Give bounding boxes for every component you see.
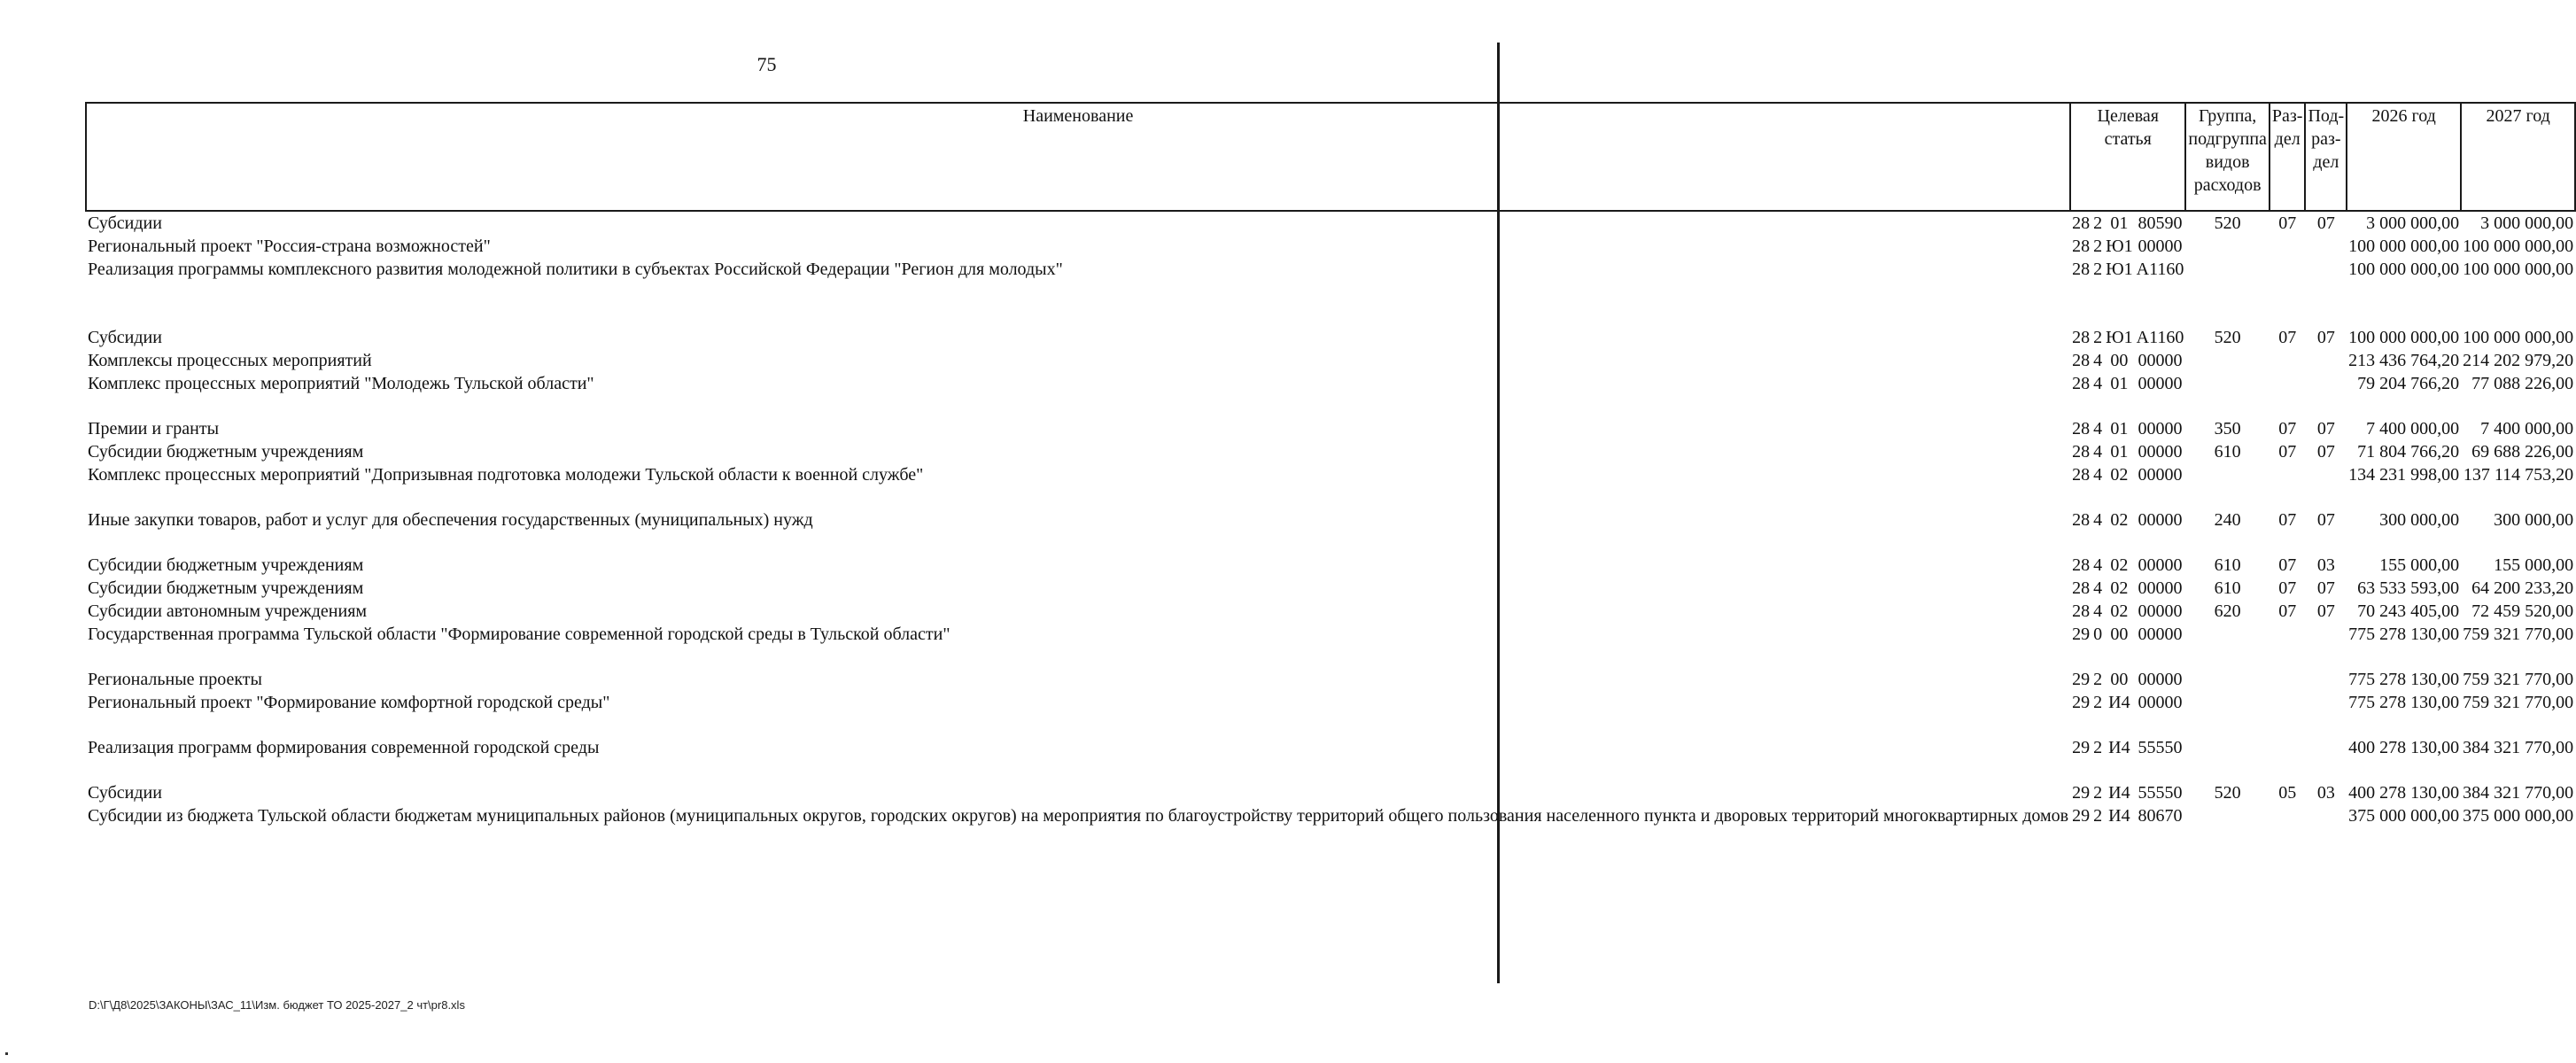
section-code: 07 xyxy=(2278,442,2297,462)
amount-2027: 300 000,00 xyxy=(2494,510,2574,530)
subsection-code xyxy=(2305,623,2347,668)
expense-group: 520 xyxy=(2214,213,2241,233)
table-row xyxy=(86,326,2575,349)
table-header-row xyxy=(86,103,2575,211)
target-article-program: 29 xyxy=(2072,806,2091,826)
expense-group: 350 xyxy=(2214,419,2241,438)
header-name: Наименование xyxy=(86,103,2070,211)
expense-group xyxy=(2185,804,2270,893)
amount-2027: 72 459 520,00 xyxy=(2471,601,2574,621)
expense-group xyxy=(2185,736,2270,781)
amount-2026: 775 278 130,00 xyxy=(2348,670,2460,689)
target-article-element: 02 xyxy=(2110,510,2129,530)
page-number: 75 xyxy=(757,53,777,75)
target-article-element: И4 xyxy=(2108,806,2130,826)
expense-group xyxy=(2185,463,2270,508)
target-article-direction: 00000 xyxy=(2138,465,2183,485)
target-article-direction: 00000 xyxy=(2138,625,2183,644)
row-name: Премии и гранты xyxy=(88,419,220,438)
header-subsection-label: Под-раз-дел xyxy=(2308,106,2345,172)
target-article-direction: 00000 xyxy=(2138,374,2183,393)
target-article-type: 2 xyxy=(2093,670,2103,689)
expense-group xyxy=(2185,235,2270,258)
amount-2027: 384 321 770,00 xyxy=(2463,738,2574,757)
amount-2027: 214 202 979,20 xyxy=(2463,351,2574,370)
subsection-code xyxy=(2305,691,2347,736)
subsection-code: 07 xyxy=(2316,510,2335,530)
target-article-type: 2 xyxy=(2093,328,2103,347)
target-article-direction: 00000 xyxy=(2138,693,2183,712)
amount-2026: 100 000 000,00 xyxy=(2348,328,2460,347)
amount-2026: 70 243 405,00 xyxy=(2357,601,2460,621)
target-article-program: 28 xyxy=(2072,578,2091,598)
expense-group: 610 xyxy=(2214,555,2241,575)
table-row xyxy=(86,781,2575,804)
amount-2027: 375 000 000,00 xyxy=(2463,806,2574,826)
section-code: 07 xyxy=(2278,328,2297,347)
expense-group: 610 xyxy=(2214,578,2241,598)
table-row xyxy=(86,554,2575,577)
section-code xyxy=(2270,736,2306,781)
section-code xyxy=(2270,623,2306,668)
header-year-2026: 2026 год xyxy=(2347,103,2461,211)
target-article-element: И4 xyxy=(2108,693,2130,712)
expense-group xyxy=(2185,372,2270,417)
target-article-program: 28 xyxy=(2072,465,2091,485)
target-article-type: 4 xyxy=(2093,351,2103,370)
amount-2027: 7 400 000,00 xyxy=(2480,419,2574,438)
row-name: Государственная программа Тульской области "Формирование современной городской среды в Тульской области" xyxy=(88,625,950,644)
target-article-element: 02 xyxy=(2110,601,2129,621)
row-name: Реализация программ формирования современной городской среды xyxy=(88,738,600,757)
amount-2027: 100 000 000,00 xyxy=(2463,237,2574,256)
table-row xyxy=(86,804,2575,893)
subsection-code: 03 xyxy=(2316,555,2335,575)
target-article-program: 29 xyxy=(2072,783,2091,803)
amount-2026: 71 804 766,20 xyxy=(2357,442,2460,462)
target-article-direction: 00000 xyxy=(2138,670,2183,689)
row-name: Реализация программы комплексного развития молодежной политики в субъектах Российской Федерации "Регион для молодых" xyxy=(88,260,1063,279)
target-article-program: 28 xyxy=(2072,213,2091,233)
amount-2027: 77 088 226,00 xyxy=(2471,374,2574,393)
target-article-element: 01 xyxy=(2110,213,2129,233)
expense-group xyxy=(2185,691,2270,736)
amount-2027: 3 000 000,00 xyxy=(2480,213,2574,233)
row-name: Субсидии из бюджета Тульской области бюджетам муниципальных районов (муниципальных округов, городских округов) на мероприятия по благоустройству территорий общего пользования населенного пункта и дворовых территорий многоквартирных домов xyxy=(88,806,2069,826)
target-article-program: 29 xyxy=(2072,670,2091,689)
target-article-program: 29 xyxy=(2072,693,2091,712)
expense-group: 520 xyxy=(2214,328,2241,347)
section-code: 07 xyxy=(2278,419,2297,438)
target-article-element: 01 xyxy=(2110,419,2129,438)
section-code xyxy=(2270,349,2306,372)
header-subsection xyxy=(2305,103,2347,211)
target-article-direction: 00000 xyxy=(2138,237,2183,256)
amount-2027: 64 200 233,20 xyxy=(2471,578,2574,598)
section-code: 07 xyxy=(2278,555,2297,575)
subsection-code: 07 xyxy=(2316,578,2335,598)
amount-2027: 137 114 753,20 xyxy=(2463,465,2574,485)
row-name: Комплекс процессных мероприятий "Допризывная подготовка молодежи Тульской области к военной службе" xyxy=(88,465,924,485)
header-year-2027: 2027 год xyxy=(2461,103,2575,211)
expense-group: 240 xyxy=(2214,510,2241,530)
target-article-program: 28 xyxy=(2072,510,2091,530)
table-row xyxy=(86,736,2575,781)
target-article-program: 28 xyxy=(2072,374,2091,393)
amount-2026: 155 000,00 xyxy=(2379,555,2460,575)
target-article-element: 02 xyxy=(2110,578,2129,598)
target-article-direction: 00000 xyxy=(2138,442,2183,462)
subsection-code: 03 xyxy=(2316,783,2335,803)
target-article-element: 02 xyxy=(2110,555,2129,575)
expense-group: 610 xyxy=(2214,442,2241,462)
subsection-code xyxy=(2305,258,2347,326)
section-code: 07 xyxy=(2278,578,2297,598)
subsection-code: 07 xyxy=(2316,213,2335,233)
target-article-element: 00 xyxy=(2110,625,2129,644)
subsection-code xyxy=(2305,668,2347,691)
row-name: Региональные проекты xyxy=(88,670,262,689)
row-name: Субсидии бюджетным учреждениям xyxy=(88,578,364,598)
section-code xyxy=(2270,668,2306,691)
amount-2027: 100 000 000,00 xyxy=(2463,260,2574,279)
section-code xyxy=(2270,463,2306,508)
target-article-program: 28 xyxy=(2072,442,2091,462)
target-article-element: 01 xyxy=(2110,442,2129,462)
row-name: Субсидии автономным учреждениям xyxy=(88,601,368,621)
table-row xyxy=(86,235,2575,258)
table-row xyxy=(86,211,2575,235)
amount-2027: 384 321 770,00 xyxy=(2463,783,2574,803)
table-row xyxy=(86,508,2575,554)
table-row xyxy=(86,600,2575,623)
target-article-type: 2 xyxy=(2093,783,2103,803)
table-row xyxy=(86,577,2575,600)
target-article-element: Ю1 xyxy=(2106,260,2133,279)
subsection-code: 07 xyxy=(2316,419,2335,438)
header-group xyxy=(2185,103,2270,211)
row-name: Региональный проект "Россия-страна возможностей" xyxy=(88,237,491,256)
row-name: Иные закупки товаров, работ и услуг для обеспечения государственных (муниципальных) нужд xyxy=(88,510,813,530)
amount-2026: 100 000 000,00 xyxy=(2348,260,2460,279)
subsection-code: 07 xyxy=(2316,442,2335,462)
target-article-program: 28 xyxy=(2072,328,2091,347)
table-row xyxy=(86,349,2575,372)
file-path-footer: D:\Г\Д8\2025\ЗАКОНЫ\ЗАС_11\Изм. бюджет ТО 2025-2027_2 чт\pr8.xls xyxy=(89,998,465,1012)
target-article-type: 0 xyxy=(2093,625,2103,644)
section-code xyxy=(2270,691,2306,736)
amount-2026: 79 204 766,20 xyxy=(2357,374,2460,393)
target-article-type: 2 xyxy=(2093,738,2103,757)
table-row xyxy=(86,691,2575,736)
target-article-program: 28 xyxy=(2072,260,2091,279)
amount-2027: 69 688 226,00 xyxy=(2471,442,2574,462)
amount-2027: 155 000,00 xyxy=(2494,555,2574,575)
section-code: 07 xyxy=(2278,510,2297,530)
amount-2026: 63 533 593,00 xyxy=(2357,578,2460,598)
amount-2026: 775 278 130,00 xyxy=(2348,625,2460,644)
amount-2027: 759 321 770,00 xyxy=(2463,670,2574,689)
subsection-code xyxy=(2305,349,2347,372)
row-name: Комплексы процессных мероприятий xyxy=(88,351,372,370)
target-article-type: 2 xyxy=(2093,806,2103,826)
amount-2026: 213 436 764,20 xyxy=(2348,351,2460,370)
table-row xyxy=(86,372,2575,417)
section-code: 05 xyxy=(2278,783,2297,803)
row-name: Субсидии xyxy=(88,783,162,803)
row-name: Субсидии бюджетным учреждениям xyxy=(88,555,364,575)
target-article-type: 2 xyxy=(2093,693,2103,712)
target-article-type: 4 xyxy=(2093,374,2103,393)
expense-group xyxy=(2185,349,2270,372)
target-article-direction: 00000 xyxy=(2138,555,2183,575)
target-article-type: 4 xyxy=(2093,442,2103,462)
target-article-program: 28 xyxy=(2072,351,2091,370)
subsection-code: 07 xyxy=(2316,601,2335,621)
target-article-element: 00 xyxy=(2110,351,2129,370)
amount-2026: 375 000 000,00 xyxy=(2348,806,2460,826)
expense-group: 620 xyxy=(2214,601,2241,621)
target-article-element: 01 xyxy=(2110,374,2129,393)
target-article-element: И4 xyxy=(2108,738,2130,757)
budget-table xyxy=(85,102,2576,893)
target-article-type: 4 xyxy=(2093,465,2103,485)
target-article-direction: 00000 xyxy=(2138,578,2183,598)
amount-2027: 100 000 000,00 xyxy=(2463,328,2574,347)
header-section-label: Раз-дел xyxy=(2271,106,2303,149)
amount-2026: 300 000,00 xyxy=(2379,510,2460,530)
row-name: Субсидии бюджетным учреждениям xyxy=(88,442,364,462)
target-article-element: 02 xyxy=(2110,465,2129,485)
row-name: Комплекс процессных мероприятий "Молодежь Тульской области" xyxy=(88,374,594,393)
target-article-program: 28 xyxy=(2072,419,2091,438)
subsection-code xyxy=(2305,804,2347,893)
table-row xyxy=(86,258,2575,326)
target-article-program: 28 xyxy=(2072,237,2091,256)
scan-mark xyxy=(5,1052,8,1055)
table-row xyxy=(86,463,2575,508)
target-article-direction: 55550 xyxy=(2138,783,2183,803)
target-article-type: 4 xyxy=(2093,601,2103,621)
target-article-element: Ю1 xyxy=(2106,237,2133,256)
amount-2026: 134 231 998,00 xyxy=(2348,465,2460,485)
target-article-direction: А1160 xyxy=(2136,328,2184,347)
target-article-direction: 00000 xyxy=(2138,510,2183,530)
amount-2026: 400 278 130,00 xyxy=(2348,738,2460,757)
table-row xyxy=(86,623,2575,668)
amount-2026: 7 400 000,00 xyxy=(2366,419,2460,438)
target-article-type: 4 xyxy=(2093,419,2103,438)
target-article-direction: 55550 xyxy=(2138,738,2183,757)
expense-group xyxy=(2185,258,2270,326)
section-code: 07 xyxy=(2278,213,2297,233)
amount-2026: 775 278 130,00 xyxy=(2348,693,2460,712)
section-code xyxy=(2270,235,2306,258)
subsection-code: 07 xyxy=(2316,328,2335,347)
target-article-element: Ю1 xyxy=(2106,328,2133,347)
header-section xyxy=(2270,103,2306,211)
amount-2027: 759 321 770,00 xyxy=(2463,625,2574,644)
target-article-direction: А1160 xyxy=(2136,260,2184,279)
table-row xyxy=(86,440,2575,463)
target-article-type: 2 xyxy=(2093,260,2103,279)
target-article-direction: 80590 xyxy=(2138,213,2183,233)
row-name: Субсидии xyxy=(88,213,162,233)
section-code xyxy=(2270,804,2306,893)
expense-group xyxy=(2185,668,2270,691)
target-article-type: 4 xyxy=(2093,510,2103,530)
target-article-program: 28 xyxy=(2072,601,2091,621)
target-article-element: И4 xyxy=(2108,783,2130,803)
target-article-element: 00 xyxy=(2110,670,2129,689)
subsection-code xyxy=(2305,235,2347,258)
amount-2026: 3 000 000,00 xyxy=(2366,213,2460,233)
table-row xyxy=(86,417,2575,440)
subsection-code xyxy=(2305,372,2347,417)
target-article-program: 29 xyxy=(2072,738,2091,757)
target-article-type: 2 xyxy=(2093,237,2103,256)
target-article-direction: 00000 xyxy=(2138,601,2183,621)
row-name: Региональный проект "Формирование комфортной городской среды" xyxy=(88,693,610,712)
target-article-direction: 00000 xyxy=(2138,351,2183,370)
target-article-direction: 80670 xyxy=(2138,806,2183,826)
target-article-type: 2 xyxy=(2093,213,2103,233)
section-code xyxy=(2270,372,2306,417)
subsection-code xyxy=(2305,736,2347,781)
target-article-direction: 00000 xyxy=(2138,419,2183,438)
expense-group xyxy=(2185,623,2270,668)
target-article-program: 28 xyxy=(2072,555,2091,575)
amount-2026: 400 278 130,00 xyxy=(2348,783,2460,803)
amount-2026: 100 000 000,00 xyxy=(2348,237,2460,256)
amount-2027: 759 321 770,00 xyxy=(2463,693,2574,712)
row-name: Субсидии xyxy=(88,328,162,347)
target-article-program: 29 xyxy=(2072,625,2091,644)
table-row xyxy=(86,668,2575,691)
expense-group: 520 xyxy=(2214,783,2241,803)
section-code: 07 xyxy=(2278,601,2297,621)
subsection-code xyxy=(2305,463,2347,508)
header-group-label: Группа, подгруппа видов расходов xyxy=(2188,106,2267,195)
target-article-type: 4 xyxy=(2093,578,2103,598)
target-article-type: 4 xyxy=(2093,555,2103,575)
header-target-article: Целевая статья xyxy=(2070,103,2185,211)
section-code xyxy=(2270,258,2306,326)
